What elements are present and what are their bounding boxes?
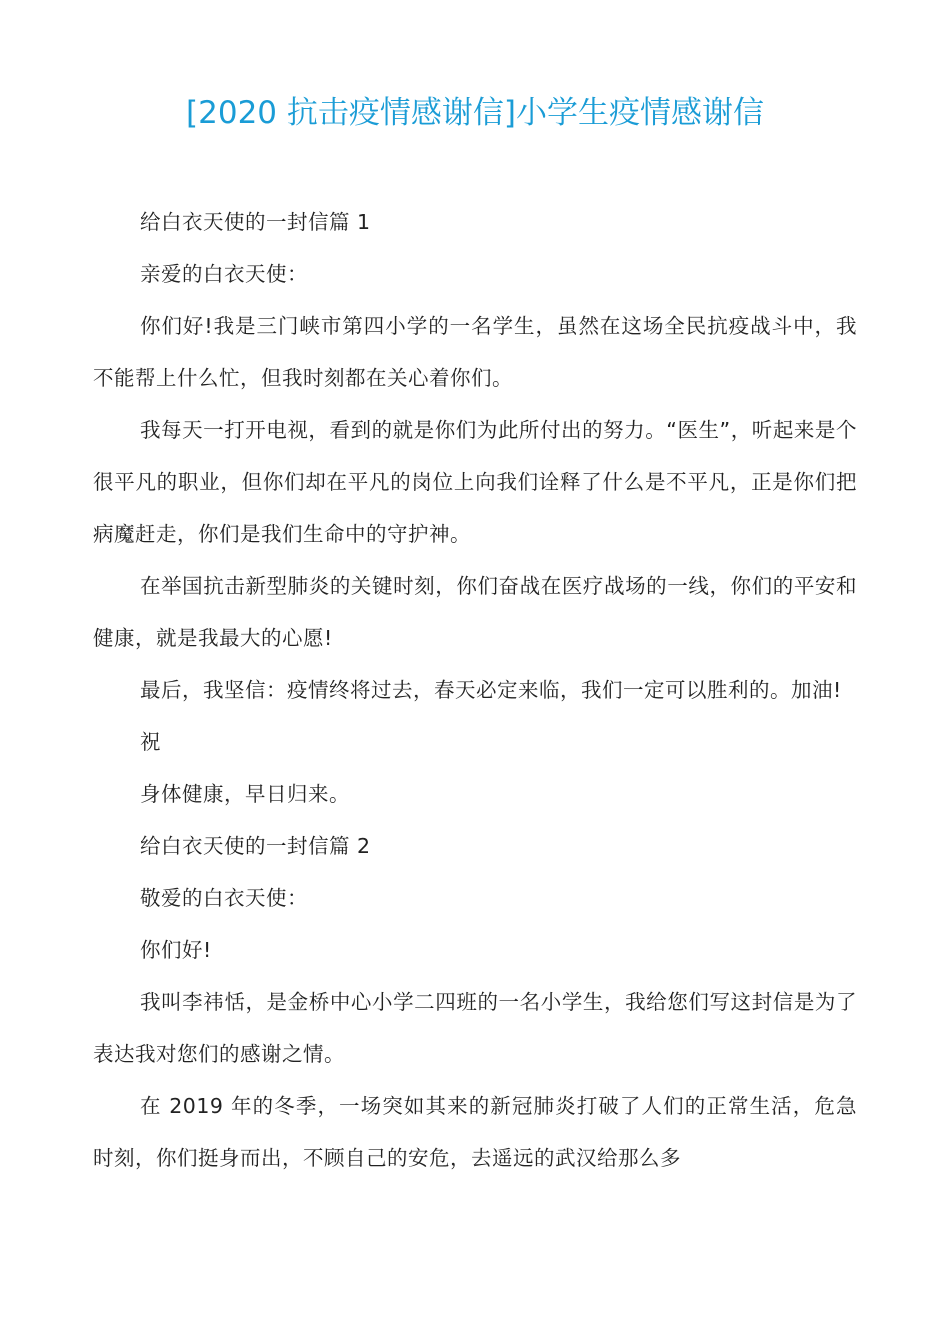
paragraph: 给白衣天使的一封信篇 1 bbox=[140, 210, 371, 234]
paragraph: 我每天一打开电视，看到的就是你们为此所付出的努力。“医生”，听起来是个很平凡的职业，但你们却在平凡的岗位上向我们诠释了什么是不平凡，正是你们把病魔赶走，你们是我们生命中的守护神。 bbox=[93, 418, 857, 546]
document-body bbox=[93, 196, 857, 1184]
document-title: [2020 抗击疫情感谢信]小学生疫情感谢信 bbox=[186, 95, 764, 131]
paragraph: 敬爱的白衣天使： bbox=[140, 886, 308, 910]
paragraph: 我叫李祎恬，是金桥中心小学二四班的一名小学生，我给您们写这封信是为了表达我对您们的感谢之情。 bbox=[93, 990, 857, 1066]
paragraph: 你们好!我是三门峡市第四小学的一名学生，虽然在这场全民抗疫战斗中，我不能帮上什么忙，但我时刻都在关心着你们。 bbox=[93, 314, 857, 390]
paragraph: 身体健康，早日归来。 bbox=[140, 782, 350, 806]
paragraph: 最后，我坚信：疫情终将过去，春天必定来临，我们一定可以胜利的。加油! bbox=[140, 678, 842, 702]
paragraph: 亲爱的白衣天使： bbox=[140, 262, 308, 286]
paragraph: 在 2019 年的冬季，一场突如其来的新冠肺炎打破了人们的正常生活，危急时刻，你们挺身而出，不顾自己的安危，去遥远的武汉给那么多 bbox=[93, 1094, 857, 1170]
paragraph: 在举国抗击新型肺炎的关键时刻，你们奋战在医疗战场的一线，你们的平安和健康，就是我最大的心愿! bbox=[93, 574, 857, 650]
paragraph: 给白衣天使的一封信篇 2 bbox=[140, 834, 371, 858]
paragraph: 你们好! bbox=[140, 938, 212, 962]
paragraph: 祝 bbox=[140, 730, 161, 754]
